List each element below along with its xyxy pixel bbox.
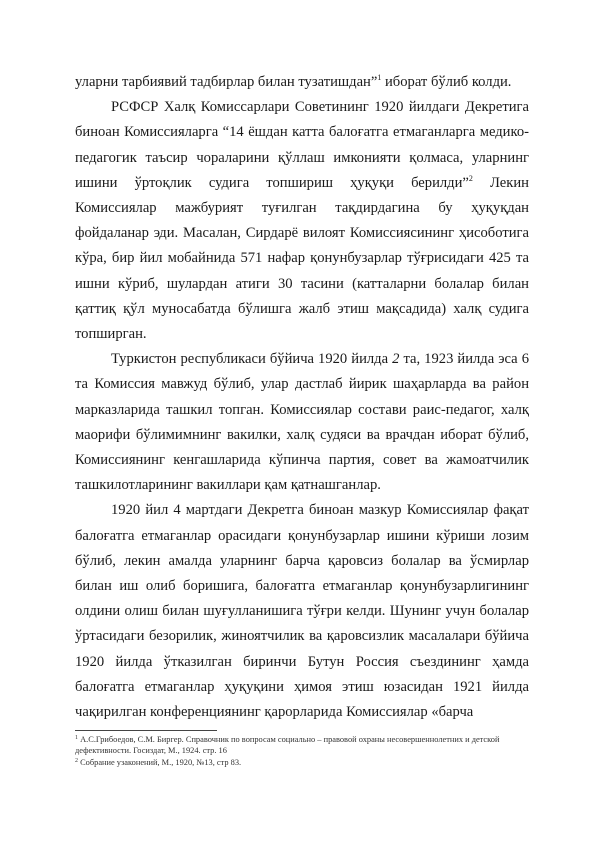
footnote-text: Собрание узаконений, М., 1920, №13, стр 83. <box>78 757 242 767</box>
footnotes <box>75 734 529 768</box>
footnote-ref-2[interactable]: 2 <box>468 173 473 183</box>
paragraph-turkestan <box>75 347 529 498</box>
paragraph-rsfsr-decree <box>75 95 529 347</box>
footnote-2 <box>75 757 529 768</box>
text-run: уларни тарбиявий тадбирлар билан тузатишдан” <box>75 74 378 90</box>
footnote-separator <box>75 730 217 731</box>
text-run: 1920 йил 4 мартдаги Декретга биноан мазкур Комиссиялар фақат балоғатга етмаганлар орасидаги қонунбузарлар ишини кўриши лозим бўлиб, лекин амалда уларнинг барча қаровсиз болалар ва ўсмирлар билан иш олиб боришига, балоғатга етмаганлар қонунбузарлигининг олдини олиш билан шуғулланишига тўғри келди. Шунинг учун болалар ўртасидаги безорилик, жиноятчилик ва қаровсизлик масалалари бўйича 1920 йилда ўтказилган биринчи Бутун Россия съездининг ҳамда балоғатга етмаганлар ҳуқуқини ҳимоя этиш юзасидан 1921 йилда чақирилган конференциянинг қарорларида Комиссиялар «барча <box>75 502 529 721</box>
footnote-mark: 1 <box>75 735 78 741</box>
paragraph-1920-decree <box>75 498 529 725</box>
footnote-mark: 2 <box>75 757 78 764</box>
paragraph-continuation <box>75 70 529 95</box>
text-run: Лекин Комиссиялар мажбурият туғилган тақдирдагина бу ҳуқуқдан фойдаланар эди. Масалан, Сирдарё вилоят Комиссиясининг ҳисоботига кўра, бир йил мобайнида 571 нафар қонунбузарлар тўғрисидаги 425 та ишни кўриб, шулардан атиги 30 тасини (катталарни болалар билан қаттиқ қўл муносабатда бўлишга жалб этиш мақсадида) халқ судига топширган. <box>75 174 529 343</box>
italic-number: 2 <box>392 351 400 368</box>
text-run: РСФСР Халқ Комиссарлари Советининг 1920 йилдаги Декретига биноан Комиссияларга “14 ёшдан катта балоғатга етмаганларга медико-педагогик таъсир чораларини қўллаш имконияти қолмаса, уларнинг ишини ўртоқлик судига топшириш ҳуқуқи берилди” <box>75 99 529 191</box>
text-run: иборат бўлиб колди. <box>381 74 512 90</box>
footnote-text: А.С.Грибоедов, С.М. Биргер. Справочник по вопросам социально – правовой охраны несовершеннолетних и детской дефективности. Госиздат, М., 1924. стр. 16 <box>75 735 500 756</box>
footnote-1 <box>75 734 529 757</box>
text-run: Туркистон республикаси бўйича 1920 йилда <box>111 351 393 368</box>
footnote-ref-1[interactable]: 1 <box>377 73 382 82</box>
body-text <box>75 70 529 725</box>
text-run: та, 1923 йилда эса 6 та Комиссия мавжуд бўлиб, улар дастлаб йирик шаҳарларда ва район марказларида ташкил топган. Комиссиялар состави раис-педагог, халқ маорифи бўлимимнинг вакилки, халқ судяси ва врачдан иборат бўлиб, Комиссиянинг кенгашларида кўпинча партия, совет ва жамоатчилик ташкилотларининг вакиллари қам қатнашганлар. <box>75 351 529 494</box>
